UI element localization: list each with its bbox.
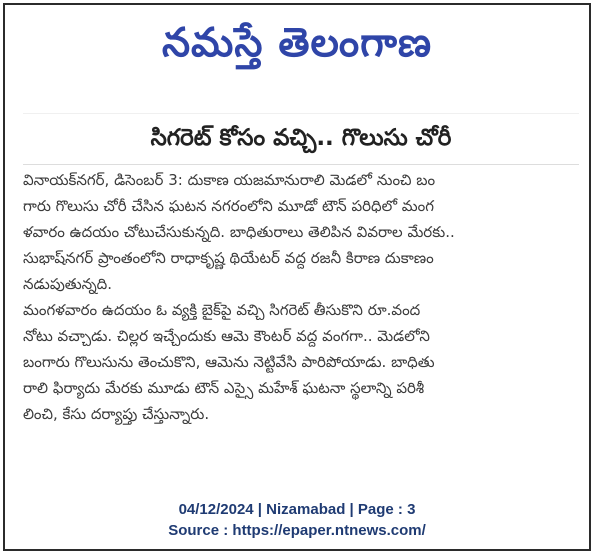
article-line: సుభాష్‌నగర్ ప్రాంతంలోని రాధాకృష్ణ థియేటర్ వద్ద రజనీ కిరాణ దుకాణం bbox=[23, 249, 434, 267]
article-line: గారు గొలుసు చోరీ చేసిన ఘటన నగరంలోని మూడో టౌన్ పరిధిలో మంగ bbox=[23, 197, 435, 215]
article-line: లించి, కేసు దర్యాప్తు చేస్తున్నారు. bbox=[23, 405, 210, 423]
source-footer bbox=[5, 499, 589, 541]
article-paragraph bbox=[23, 167, 579, 427]
article-line: నడుపుతున్నది. bbox=[23, 275, 112, 293]
headline-container bbox=[23, 113, 579, 165]
source-url[interactable]: Source : https://epaper.ntnews.com/ bbox=[168, 522, 426, 539]
article-line: రాలి ఫిర్యాదు మేరకు మూడు టౌన్ ఎస్సై మహేశ్ ఘటనా స్థలాన్ని పరిశీ bbox=[23, 379, 425, 397]
article-line: ళవారం ఉదయం చోటుచేసుకున్నది. బాధితురాలు తెలిపిన వివరాల మేరకు.. bbox=[23, 223, 455, 241]
article-body bbox=[23, 167, 579, 459]
clipping-frame bbox=[3, 3, 591, 551]
article-headline: సిగరెట్ కోసం వచ్చి.. గొలుసు చోరీ bbox=[150, 125, 452, 151]
newspaper-masthead: నమస్తే తెలంగాణ bbox=[161, 20, 433, 66]
article-line: నోటు వచ్చాడు. చిల్లర ఇచ్చేందుకు ఆమె కౌంటర్ వద్ద వంగగా.. మెడలోని bbox=[23, 327, 430, 345]
article-line: మంగళవారం ఉదయం ఓ వ్యక్తి బైక్‌పై వచ్చి సిగరెట్ తీసుకొని రూ.వంద bbox=[23, 301, 421, 319]
date-edition-page: 04/12/2024 | Nizamabad | Page : 3 bbox=[178, 501, 416, 518]
article-line: వినాయక్‌నగర్, డిసెంబర్ 3: దుకాణ యజమానురాలి మెడలో నుంచి బం bbox=[23, 171, 436, 189]
article-line: బంగారు గొలుసును తెంచుకొని, ఆమెను నెట్టివేసి పారిపోయాడు. బాధితు bbox=[23, 353, 435, 371]
cut-off-text-strip bbox=[25, 97, 565, 111]
